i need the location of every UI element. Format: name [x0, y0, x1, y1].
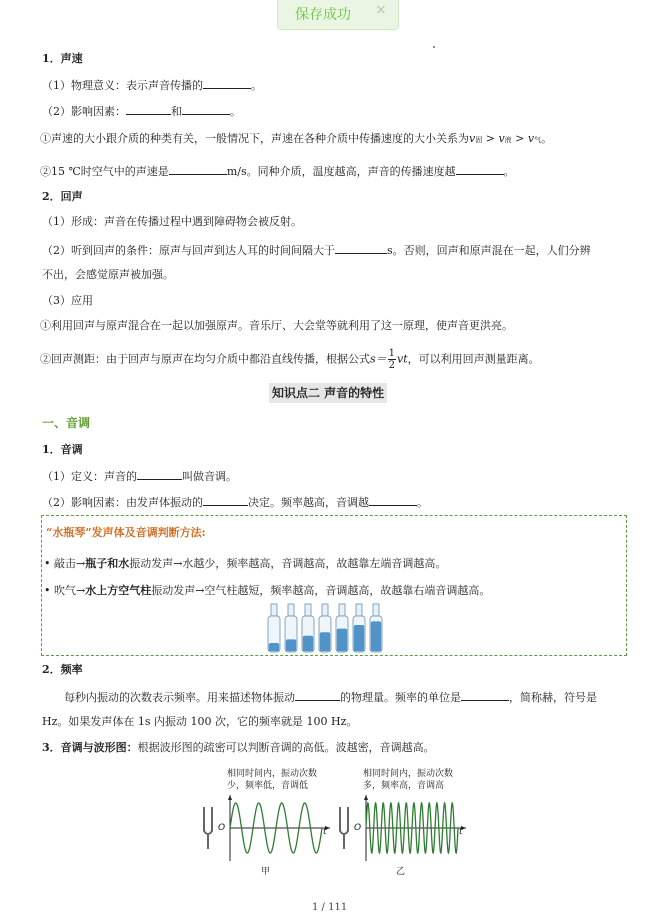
blank [295, 688, 340, 701]
line-factors [42, 102, 241, 120]
frequency-line-2: Hz。如果发声体在 1s 内振动 100 次，它的频率就是 100 Hz。 [42, 715, 358, 728]
pitch-definition [42, 467, 237, 485]
line-echo-formation: （1）形成：声音在传播过程中遇到障碍物会被反射。 [42, 215, 302, 228]
text: ，可以利用回声测量距离。 [407, 352, 540, 366]
text: • 吹气→ [44, 584, 86, 597]
text: 。 [230, 105, 241, 118]
text: 根据波形图的疏密可以判断音调的高低。波越密，音调越高。 [137, 741, 435, 754]
text: m/s。同种介质，温度越高，声音的传播速度越 [226, 165, 456, 178]
blank [203, 76, 251, 89]
blank [456, 162, 504, 175]
frac-num: 1 [388, 348, 396, 359]
line-echo-condition [42, 241, 591, 259]
text: 。 [503, 165, 515, 178]
right-caption-1: 相同时间内，振动次数 [363, 769, 454, 779]
line-application: （3）应用 [42, 294, 93, 307]
blank [369, 493, 417, 506]
water-bottles-illustration [264, 602, 394, 654]
left-origin-label: O [218, 823, 226, 833]
waveform-figure [195, 793, 475, 863]
tuning-fork-icon [340, 807, 348, 849]
text-bold: 水上方空气柱 [85, 584, 152, 597]
subscript-liquid: 液 [504, 136, 512, 144]
tuning-fork-icon [204, 807, 212, 849]
left-figure-label: 甲 [261, 867, 271, 877]
page-number: 1 / 111 [312, 902, 348, 913]
bottle [285, 604, 297, 652]
frac-den: 2 [388, 360, 396, 371]
text: 和 [171, 105, 182, 118]
text-bold: 3．音调与波形图： [42, 741, 138, 754]
text: ②15 ℃时空气中的声速是 [40, 165, 169, 178]
line-physical-meaning [42, 76, 262, 94]
right-t-label: t [459, 827, 463, 837]
tip-line-blow [44, 582, 490, 598]
blank [137, 467, 182, 480]
left-t-label: t [323, 827, 327, 837]
frequency-title: 2．频率 [42, 663, 83, 676]
blank [335, 241, 387, 254]
gt: > [482, 132, 499, 145]
text: ②回声测距：由于回声与原声在均匀介质中都沿直线传播，根据公式 [40, 352, 370, 366]
waveform-plot [364, 795, 466, 861]
left-caption-1: 相同时间内，振动次数 [227, 769, 318, 779]
knowledge-heading: 知识点二 声音的特性 [269, 383, 387, 403]
toast-message: 保存成功 [295, 7, 351, 23]
text-bold: 瓶子和水 [85, 557, 130, 570]
right-figure-label: 乙 [396, 867, 406, 877]
text: （2）听到回声的条件：原声与回声到达人耳的时间间隔大于 [42, 244, 335, 257]
text: • 敲击→ [44, 557, 86, 570]
line-air-speed [40, 162, 515, 180]
right-caption-2: 多，频率高，音调高 [363, 781, 445, 791]
bottle [302, 604, 314, 652]
formula-lhs: s＝ [370, 352, 387, 366]
pitch-title: 1．音调 [42, 443, 83, 456]
blank [461, 688, 509, 701]
frequency-line-1 [64, 688, 597, 706]
text: 。 [417, 496, 428, 509]
formula-rhs: vt [397, 352, 408, 366]
text: （2）影响因素：由发声体振动的 [42, 496, 203, 509]
stray-dot [433, 46, 435, 48]
tip-title: “水瓶琴”发声体及音调判断方法: [46, 526, 206, 539]
section-pitch: 一、音调 [42, 416, 91, 430]
bottle [319, 604, 331, 652]
line-application-1: ①利用回声与原声混合在一起以加强原声。音乐厅、大会堂等就利用了这一原理，使声音更洪亮。 [40, 319, 513, 332]
close-icon[interactable]: × [375, 2, 387, 18]
water-bottle-tip-box [41, 515, 627, 656]
subscript-gas: 气 [534, 136, 542, 144]
line-speed-relation [40, 131, 552, 148]
text: （1）物理意义：表示声音传播的 [42, 79, 203, 92]
bottle [353, 604, 365, 652]
blank [169, 162, 227, 175]
text: 。 [541, 132, 553, 145]
text: 的物理量。频率的单位是 [340, 691, 461, 704]
subscript-solid: 固 [475, 136, 483, 144]
section-title-sound-speed: 1．声速 [42, 52, 83, 65]
text: s。否则，回声和原声混在一起，人们分辨 [387, 244, 591, 257]
text: （2）影响因素： [42, 105, 126, 118]
text: 振动发声→水越少，频率越高，音调越高，故越靠左端音调越高。 [129, 557, 447, 570]
fraction-half [388, 348, 396, 371]
waveform-plot [228, 795, 330, 861]
text: 决定。频率越高，音调越 [248, 496, 369, 509]
bottle [336, 604, 348, 652]
line-echo-ranging [40, 348, 540, 371]
text: 叫做音调。 [182, 470, 237, 483]
blank [126, 102, 171, 115]
gt: > [511, 132, 528, 145]
bottle [370, 604, 382, 652]
v-symbol: v [527, 132, 535, 145]
blank [182, 102, 230, 115]
text: 每秒内振动的次数表示频率。用来描述物体振动 [64, 691, 295, 704]
left-caption-2: 少，频率低，音调低 [227, 781, 309, 791]
pitch-factor [42, 493, 428, 511]
text: ，简称赫，符号是 [509, 691, 597, 704]
text: ①声速的大小跟介质的种类有关，一般情况下，声速在各种介质中传播速度的大小关系为 [40, 132, 469, 145]
text: 振动发声→空气柱越短，频率越高，音调越高，故越靠右端音调越高。 [151, 584, 491, 597]
line-echo-condition-cont: 不出，会感觉原声被加强。 [42, 268, 174, 281]
section-title-echo: 2．回声 [42, 190, 83, 203]
text: （1）定义：声音的 [42, 470, 137, 483]
tip-line-knock [44, 555, 446, 571]
v-symbol: v [469, 132, 476, 145]
waveform-line [42, 740, 435, 756]
v-symbol: v [498, 132, 505, 145]
right-origin-label: O [354, 823, 362, 833]
blank [203, 493, 248, 506]
save-success-toast [277, 0, 399, 30]
text: 。 [251, 79, 262, 92]
bottle [268, 604, 280, 652]
